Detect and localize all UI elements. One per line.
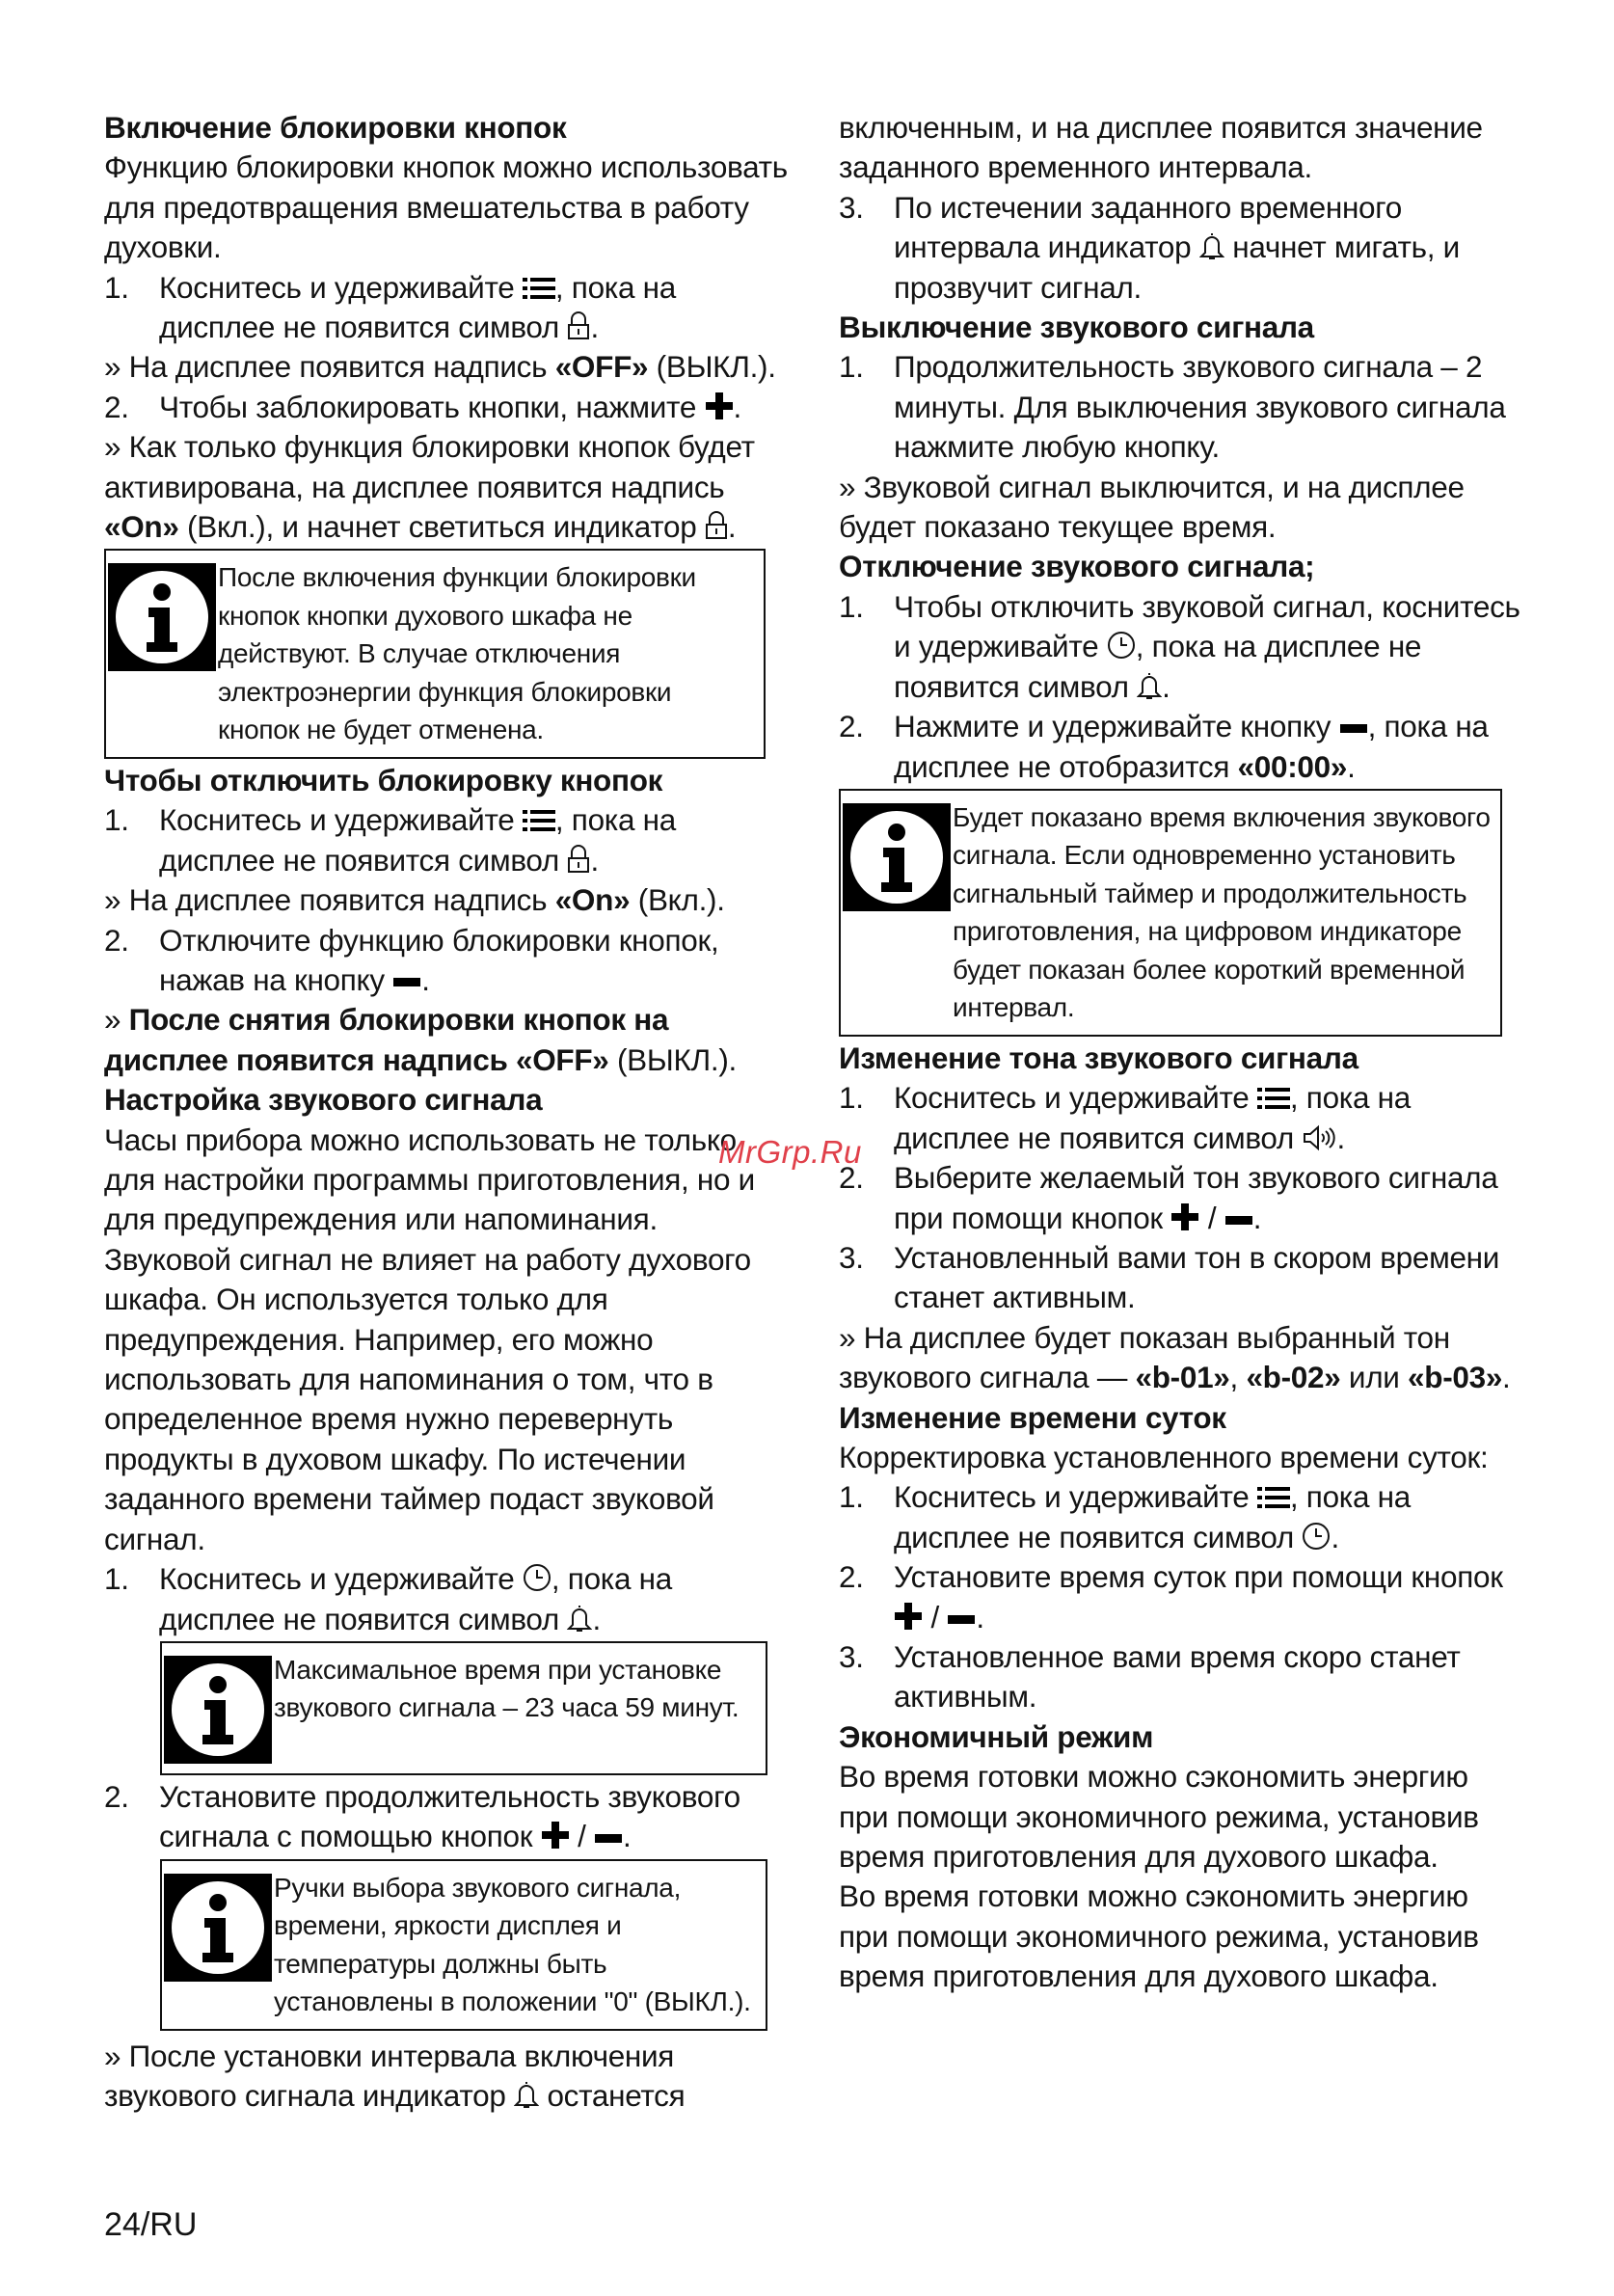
info-icon: [164, 1874, 272, 1982]
punctuation: .: [592, 1601, 601, 1636]
plus-icon: [1170, 1202, 1199, 1231]
step-text: , пока на дисплее не появится символ: [159, 269, 676, 345]
minus-icon: [947, 1615, 976, 1631]
bell-icon: [514, 2080, 539, 2109]
display-text-on: «On»: [104, 509, 179, 545]
minus-icon: [392, 978, 421, 993]
lock-icon: [705, 511, 728, 540]
result-text: » Как только функция блокировки кнопок будет активирована, на дисплее появится надпись: [104, 429, 755, 504]
separator: /: [930, 1599, 939, 1634]
heading-alarm-tone: Изменение тона звукового сигнала: [839, 1040, 1358, 1075]
heading-alarm-off: Выключение звукового сигнала: [839, 310, 1314, 345]
punctuation: .: [1331, 1519, 1339, 1554]
punctuation: .: [590, 310, 599, 345]
info-icon: [108, 563, 216, 671]
separator: /: [1207, 1200, 1217, 1235]
punctuation: .: [1347, 748, 1356, 784]
step-text: Коснитесь и удерживайте: [894, 1080, 1250, 1116]
step-text: Коснитесь и удерживайте: [159, 802, 515, 838]
heading-alarm-setting: Настройка звукового сигнала: [104, 1082, 543, 1118]
result-text: » На дисплее появится надпись: [104, 349, 555, 385]
result-line: [104, 1000, 789, 1080]
tone-code: «b-02»: [1246, 1360, 1341, 1395]
step-text: Установленный вами тон в скором времени станет активным.: [894, 1239, 1500, 1315]
list-item: [104, 800, 789, 880]
paragraph: Часы прибора можно использовать не только для настройки программы приготовления, но и для предупреждения или напоминания.: [104, 1121, 755, 1237]
menu-icon: [1257, 1485, 1290, 1510]
step-text: , пока на дисплее не появится символ: [894, 1479, 1411, 1554]
step-text: Коснитесь и удерживайте: [894, 1479, 1250, 1515]
step-text: , пока на дисплее не появится символ: [159, 802, 676, 878]
punctuation: .: [727, 509, 737, 545]
result-line: » Звуковой сигнал выключится, и на дисплее будет показано текущее время.: [839, 469, 1465, 545]
paragraph: Звуковой сигнал не влияет на работу духового шкафа. Он используется только для предупреждения. Например, его можно использовать для напоминания о том, что в определенное время нужно перевернуть продукты в духовом шкафу. По истечении заданного времени таймер подаст звуковой сигнал.: [104, 1241, 751, 1556]
list-item: [839, 1238, 1523, 1318]
list-number: 3.: [839, 189, 864, 225]
punctuation: .: [590, 842, 599, 878]
result-text: »: [104, 1002, 129, 1038]
list-number: 1.: [104, 1561, 129, 1597]
result-text: » После установки интервала включения звукового сигнала индикатор: [104, 2038, 675, 2114]
result-text: или: [1340, 1360, 1409, 1395]
step-text: Нажмите и удерживайте кнопку: [894, 709, 1332, 744]
menu-icon: [523, 808, 555, 833]
paragraph: Во время готовки можно сэкономить энергию при помощи экономичного режима, установив время приготовления для духового шкафа.: [839, 1759, 1479, 1875]
list-item: [104, 1777, 789, 1857]
plus-icon: [894, 1602, 923, 1631]
info-text: Максимальное время при установке звукового сигнала – 23 часа 59 минут.: [274, 1654, 740, 1723]
list-item: [839, 347, 1523, 467]
list-item: [104, 921, 789, 1001]
list-number: 2.: [104, 1778, 129, 1814]
list-item: [104, 1559, 789, 1639]
page-number: 24/RU: [104, 2206, 198, 2243]
list-number: 2.: [839, 1559, 864, 1595]
list-number: 1.: [839, 1479, 864, 1515]
step-text: Продолжительность звукового сигнала – 2 минуты. Для выключения звукового сигнала нажмите любую кнопку.: [894, 349, 1506, 465]
paragraph-continued: включенным, и на дисплее появится значение заданного временного интервала.: [839, 110, 1483, 185]
list-number: 1.: [839, 1080, 864, 1116]
step-text: , пока на дисплее не появится символ: [894, 629, 1422, 704]
list-number: 2.: [104, 922, 129, 958]
step-text: Чтобы заблокировать кнопки, нажмите: [159, 389, 697, 424]
heading-button-lock-on: Включение блокировки кнопок: [104, 110, 567, 145]
bell-icon: [1137, 671, 1162, 700]
tone-code: «b-01»: [1135, 1360, 1230, 1395]
result-line: [104, 347, 789, 387]
punctuation: .: [976, 1599, 984, 1634]
result-text: (ВЫКЛ.).: [648, 349, 776, 385]
minus-icon: [594, 1834, 623, 1850]
paragraph-lock-intro: Функцию блокировки кнопок можно использовать для предотвращения вмешательства в работу духовки.: [104, 149, 788, 265]
menu-icon: [523, 276, 555, 301]
info-icon: [843, 803, 951, 911]
heading-eco-mode: Экономичный режим: [839, 1718, 1154, 1754]
list-item: [839, 587, 1523, 707]
list-number: 1.: [839, 588, 864, 624]
list-item: [839, 1158, 1523, 1238]
list-number: 2.: [839, 1160, 864, 1196]
result-line: [839, 1318, 1523, 1398]
list-item: [104, 388, 789, 427]
menu-icon: [1257, 1086, 1290, 1111]
punctuation: .: [1502, 1360, 1511, 1395]
clock-icon: [523, 1563, 551, 1592]
list-item: [839, 188, 1523, 308]
display-text-time: «00:00»: [1237, 748, 1348, 784]
step-text: Выберите желаемый тон звукового сигнала при помощи кнопок: [894, 1160, 1498, 1235]
list-item: [839, 707, 1523, 787]
list-number: 2.: [104, 389, 129, 424]
lock-icon: [567, 845, 590, 874]
list-number: 1.: [839, 349, 864, 385]
list-number: 2.: [839, 709, 864, 744]
left-column: [104, 108, 789, 2117]
info-text: Ручки выбора звукового сигнала, времени, яркости дисплея и температуры должны быть установлены в положении "0" (ВЫКЛ.).: [274, 1872, 751, 2017]
result-text: останется: [547, 2078, 686, 2114]
speaker-icon: [1302, 1124, 1336, 1151]
plus-icon: [705, 392, 734, 420]
display-text-on: «On»: [554, 882, 631, 918]
clock-icon: [1107, 631, 1136, 660]
punctuation: .: [1336, 1120, 1345, 1155]
result-line: [104, 427, 789, 547]
watermark: MrGrp.Ru: [718, 1134, 862, 1170]
punctuation: .: [1162, 668, 1170, 704]
step-text: По истечении заданного временного интервала индикатор: [894, 189, 1402, 265]
paragraph: Корректировка установленного времени суток:: [839, 1439, 1489, 1474]
info-note: [160, 1641, 767, 1775]
list-item: [839, 1078, 1523, 1158]
list-item: [104, 268, 789, 348]
list-number: 3.: [839, 1239, 864, 1275]
clock-icon: [1302, 1522, 1331, 1551]
list-number: 1.: [104, 269, 129, 305]
step-text: , пока на дисплее не появится символ: [894, 1080, 1411, 1155]
bell-icon: [1199, 231, 1224, 260]
punctuation: .: [733, 389, 741, 424]
result-text-bold: После снятия блокировки кнопок на дисплее появится надпись «OFF»: [104, 1002, 669, 1077]
result-text: (Вкл.).: [630, 882, 725, 918]
info-note: [160, 1859, 767, 2031]
separator: /: [578, 1819, 586, 1854]
step-text: Чтобы отключить звуковой сигнал, коснитесь и удерживайте: [894, 588, 1520, 664]
step-text: Установите время суток при помощи кнопок: [894, 1559, 1503, 1595]
info-text: Будет показано время включения звукового сигнала. Если одновременно установить сигнальный таймер и продолжительность приготовления, на цифровом индикаторе будет показан более короткий временной интервал.: [953, 801, 1491, 1023]
step-text: Установите продолжительность звукового сигнала с помощью кнопок: [159, 1778, 740, 1854]
punctuation: .: [623, 1819, 632, 1854]
heading-alarm-cancel: Отключение звукового сигнала;: [839, 549, 1315, 584]
result-text: » На дисплее будет показан выбранный тон звукового сигнала —: [839, 1319, 1450, 1395]
result-text: ,: [1229, 1360, 1247, 1395]
result-text: (ВЫКЛ.).: [608, 1041, 737, 1077]
info-note: [839, 789, 1502, 1037]
right-column: [839, 108, 1523, 1997]
step-text: Коснитесь и удерживайте: [159, 1561, 515, 1597]
step-text: Установленное вами время скоро станет активным.: [894, 1639, 1461, 1715]
step-text: начнет мигать, и прозвучит сигнал.: [894, 230, 1460, 305]
list-item: [839, 1477, 1523, 1557]
lock-icon: [567, 311, 590, 340]
result-text: (Вкл.), и начнет светиться индикатор: [178, 509, 697, 545]
punctuation: .: [1252, 1200, 1262, 1235]
minus-icon: [1339, 724, 1368, 740]
punctuation: .: [421, 962, 430, 997]
tone-code: «b-03»: [1408, 1360, 1503, 1395]
list-number: 3.: [839, 1639, 864, 1674]
list-number: 1.: [104, 802, 129, 838]
paragraph: Во время готовки можно сэкономить энергию при помощи экономичного режима, установив время приготовления для духового шкафа.: [839, 1878, 1479, 1994]
plus-icon: [541, 1821, 570, 1850]
list-item: [839, 1557, 1523, 1637]
step-text: Отключите функцию блокировки кнопок, нажав на кнопку: [159, 922, 719, 997]
result-text: » На дисплее появится надпись: [104, 882, 555, 918]
result-line: [104, 2037, 789, 2117]
step-text: Коснитесь и удерживайте: [159, 269, 515, 305]
result-line: [104, 880, 789, 920]
step-text: , пока на дисплее не отобразится: [894, 709, 1489, 784]
heading-button-lock-off: Чтобы отключить блокировку кнопок: [104, 762, 663, 797]
display-text-off: «OFF»: [554, 349, 649, 385]
bell-icon: [567, 1604, 592, 1633]
step-text: , пока на дисплее не появится символ: [159, 1561, 672, 1636]
info-icon: [164, 1656, 272, 1764]
heading-time-of-day: Изменение времени суток: [839, 1399, 1226, 1435]
info-note: [104, 549, 766, 759]
list-item: [839, 1637, 1523, 1717]
minus-icon: [1224, 1216, 1253, 1231]
info-text: После включения функции блокировки кнопок кнопки духового шкафа не действуют. В случае отключения электроэнергии функция блокировки кнопок не будет отменена.: [218, 562, 696, 745]
